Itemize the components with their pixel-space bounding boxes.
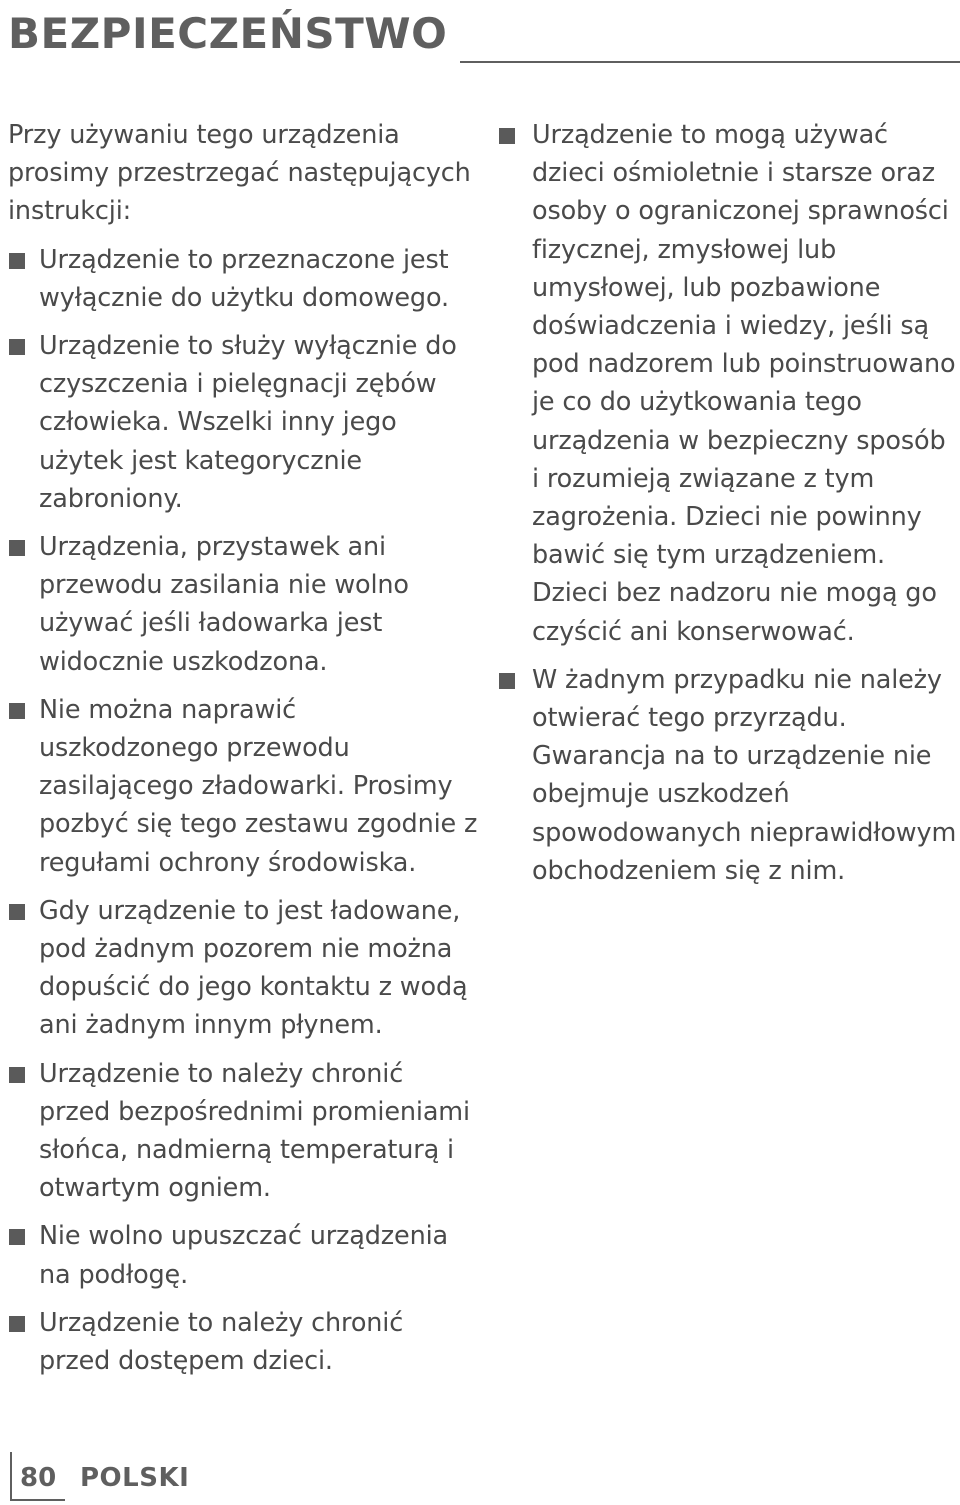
square-bullet-icon bbox=[9, 540, 25, 556]
page-number: 80 bbox=[20, 1463, 57, 1493]
right-column bbox=[498, 116, 958, 900]
list-item bbox=[8, 241, 478, 317]
list-item bbox=[8, 892, 478, 1045]
list-item-text: Urządzenia, przystawek ani przewodu zasilania nie wolno używać jeśli ładowarka jest widocznie uszkodzona. bbox=[39, 532, 409, 677]
footer-horizontal-rule bbox=[10, 1499, 65, 1501]
intro-text: Przy używaniu tego urządzenia prosimy przestrzegać następujących instrukcji: bbox=[8, 120, 471, 227]
list-item bbox=[8, 1055, 478, 1208]
safety-list-right bbox=[498, 116, 958, 890]
square-bullet-icon bbox=[9, 1316, 25, 1332]
safety-list-left bbox=[8, 241, 478, 1381]
square-bullet-icon bbox=[9, 1229, 25, 1245]
list-item bbox=[498, 661, 958, 890]
square-bullet-icon bbox=[9, 1067, 25, 1083]
list-item-text: W żadnym przypadku nie należy otwierać tego przyrządu. Gwarancja na to urządzenie nie obejmuje uszkodzeń spowodowanych nieprawidłowym obchodzeniem się z nim. bbox=[532, 664, 957, 886]
list-item bbox=[8, 1304, 478, 1380]
footer-vertical-rule bbox=[10, 1452, 12, 1500]
square-bullet-icon bbox=[499, 128, 515, 144]
left-column bbox=[8, 116, 478, 1390]
page-footer bbox=[10, 1452, 310, 1502]
page-title: BEZPIECZEŃSTWO bbox=[8, 9, 448, 58]
list-item-text: Nie wolno upuszczać urządzenia na podłogę. bbox=[39, 1221, 448, 1290]
list-item-text: Gdy urządzenie to jest ładowane, pod żadnym pozorem nie można dopuścić do jego kontaktu z wodą ani żadnym innym płynem. bbox=[39, 895, 468, 1041]
list-item bbox=[8, 691, 478, 882]
list-item-text: Urządzenie to należy chronić przed bezpośrednimi promieniami słońca, nadmierną temperaturą i otwartym ogniem. bbox=[39, 1058, 470, 1204]
section-heading bbox=[8, 6, 958, 66]
list-item bbox=[8, 528, 478, 681]
list-item-text: Urządzenie to służy wyłącznie do czyszczenia i pielęgnacji zębów człowieka. Wszelki inny jego użytek jest kategorycznie zabroniony. bbox=[39, 331, 457, 514]
square-bullet-icon bbox=[9, 339, 25, 355]
list-item bbox=[8, 1217, 478, 1293]
square-bullet-icon bbox=[9, 904, 25, 920]
list-item-text: Nie można naprawić uszkodzonego przewodu zasilającego zładowarki. Prosimy pozbyć się tego zestawu zgodnie z regułami ochrony środowiska. bbox=[39, 694, 478, 878]
list-item-text: Urządzenie to przeznaczone jest wyłącznie do użytku domowego. bbox=[39, 244, 449, 313]
list-item-text: Urządzenie to należy chronić przed dostępem dzieci. bbox=[39, 1307, 404, 1377]
language-label: POLSKI bbox=[80, 1463, 190, 1493]
list-item-text: Urządzenie to mogą używać dzieci ośmioletnie i starsze oraz osoby o ograniczonej sprawności fizycznej, zmysłowej lub umysłowej, lub pozbawione doświadczenia i wiedzy, jeśli są pod nadzorem lub poinstruowano je co do użytkowania tego urządzenia w bezpieczny sposób i rozumieją związane z tym zagrożenia. Dzieci nie powinny bawić się tym urządzeniem. Dzieci bez nadzoru nie mogą go czyścić ani konserwować. bbox=[532, 120, 956, 647]
square-bullet-icon bbox=[9, 703, 25, 719]
heading-rule bbox=[460, 61, 960, 63]
list-item bbox=[498, 116, 958, 651]
square-bullet-icon bbox=[9, 253, 25, 269]
square-bullet-icon bbox=[499, 673, 515, 689]
list-item bbox=[8, 327, 478, 518]
